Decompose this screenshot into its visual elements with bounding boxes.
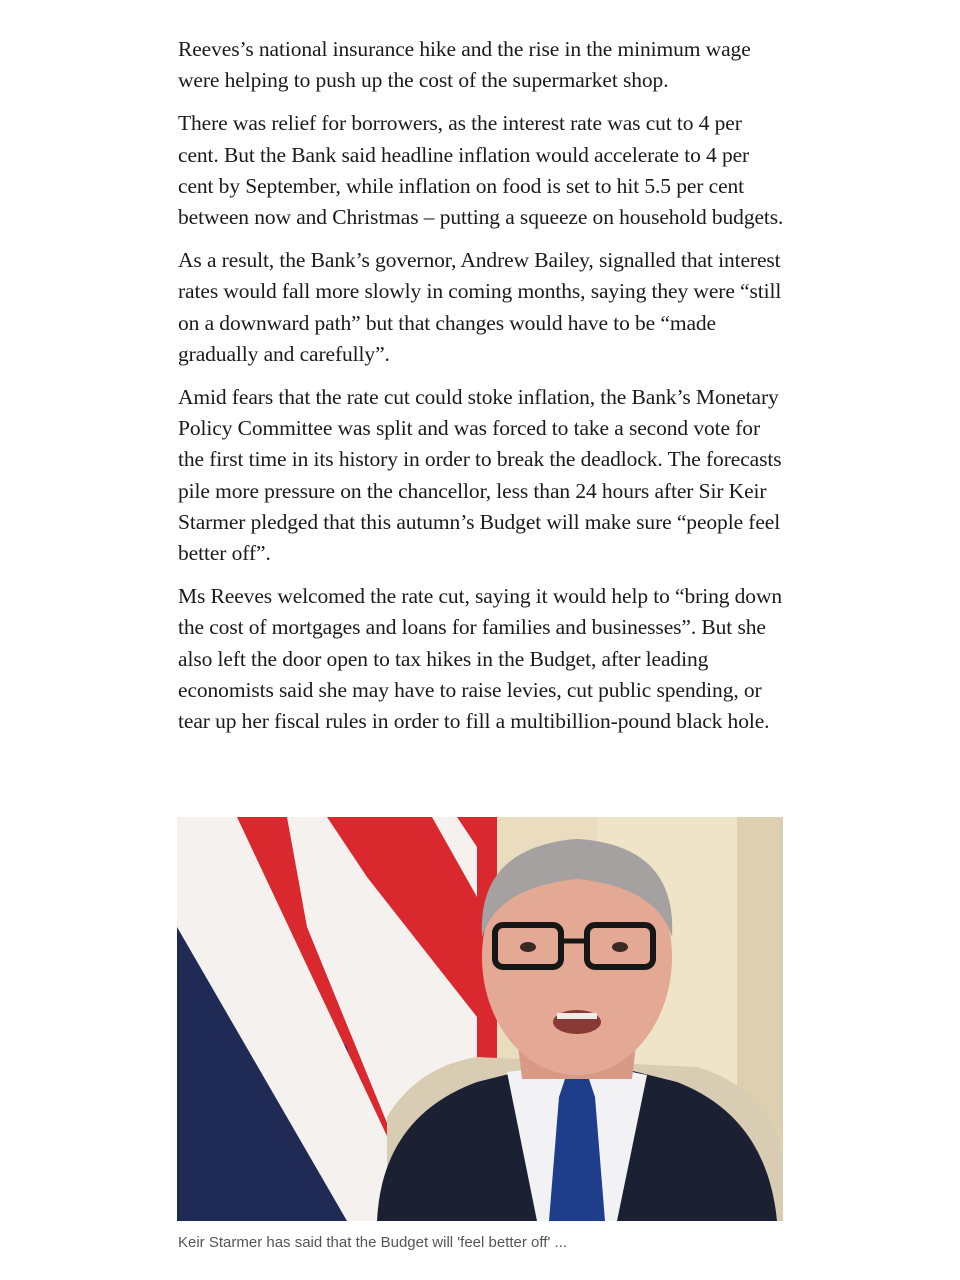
- article-paragraph: Reeves’s national insurance hike and the rise in the minimum wage were helping to push up the cost of the supermarket shop.: [178, 37, 751, 93]
- article-paragraph: As a result, the Bank’s governor, Andrew Bailey, signalled that interest rates would fall more slowly in coming months, saying they were “still on a downward path” but that changes would have to be “made gradually and carefully”.: [178, 248, 782, 366]
- photo-illustration: [177, 817, 783, 1221]
- article-photo[interactable]: [177, 817, 783, 1221]
- article-paragraph: Amid fears that the rate cut could stoke inflation, the Bank’s Monetary Policy Committee was split and was forced to take a second vote for the first time in its history in order to break the deadlock. The forecasts pile more pressure on the chancellor, less than 24 hours after Sir Keir Starmer pledged that this autumn’s Budget will make sure “people feel better off”.: [178, 385, 782, 566]
- article-paragraph: There was relief for borrowers, as the interest rate was cut to 4 per cent. But the Bank said headline inflation would accelerate to 4 per cent by September, while inflation on food is set to hit 5.5 per cent between now and Christmas – putting a squeeze on household budgets.: [178, 111, 784, 230]
- article-body: [178, 34, 784, 749]
- photo-caption: [178, 1236, 784, 1250]
- article-paragraph: Ms Reeves welcomed the rate cut, saying it would help to “bring down the cost of mortgages and loans for families and businesses”. But she also left the door open to tax hikes in the Budget, after leading economists said she may have to raise levies, cut public spending, or tear up her fiscal rules in order to fill a multibillion-pound black hole.: [178, 584, 783, 734]
- photo-caption-text: Keir Starmer has said that the Budget will 'feel better off' ...: [178, 1236, 567, 1250]
